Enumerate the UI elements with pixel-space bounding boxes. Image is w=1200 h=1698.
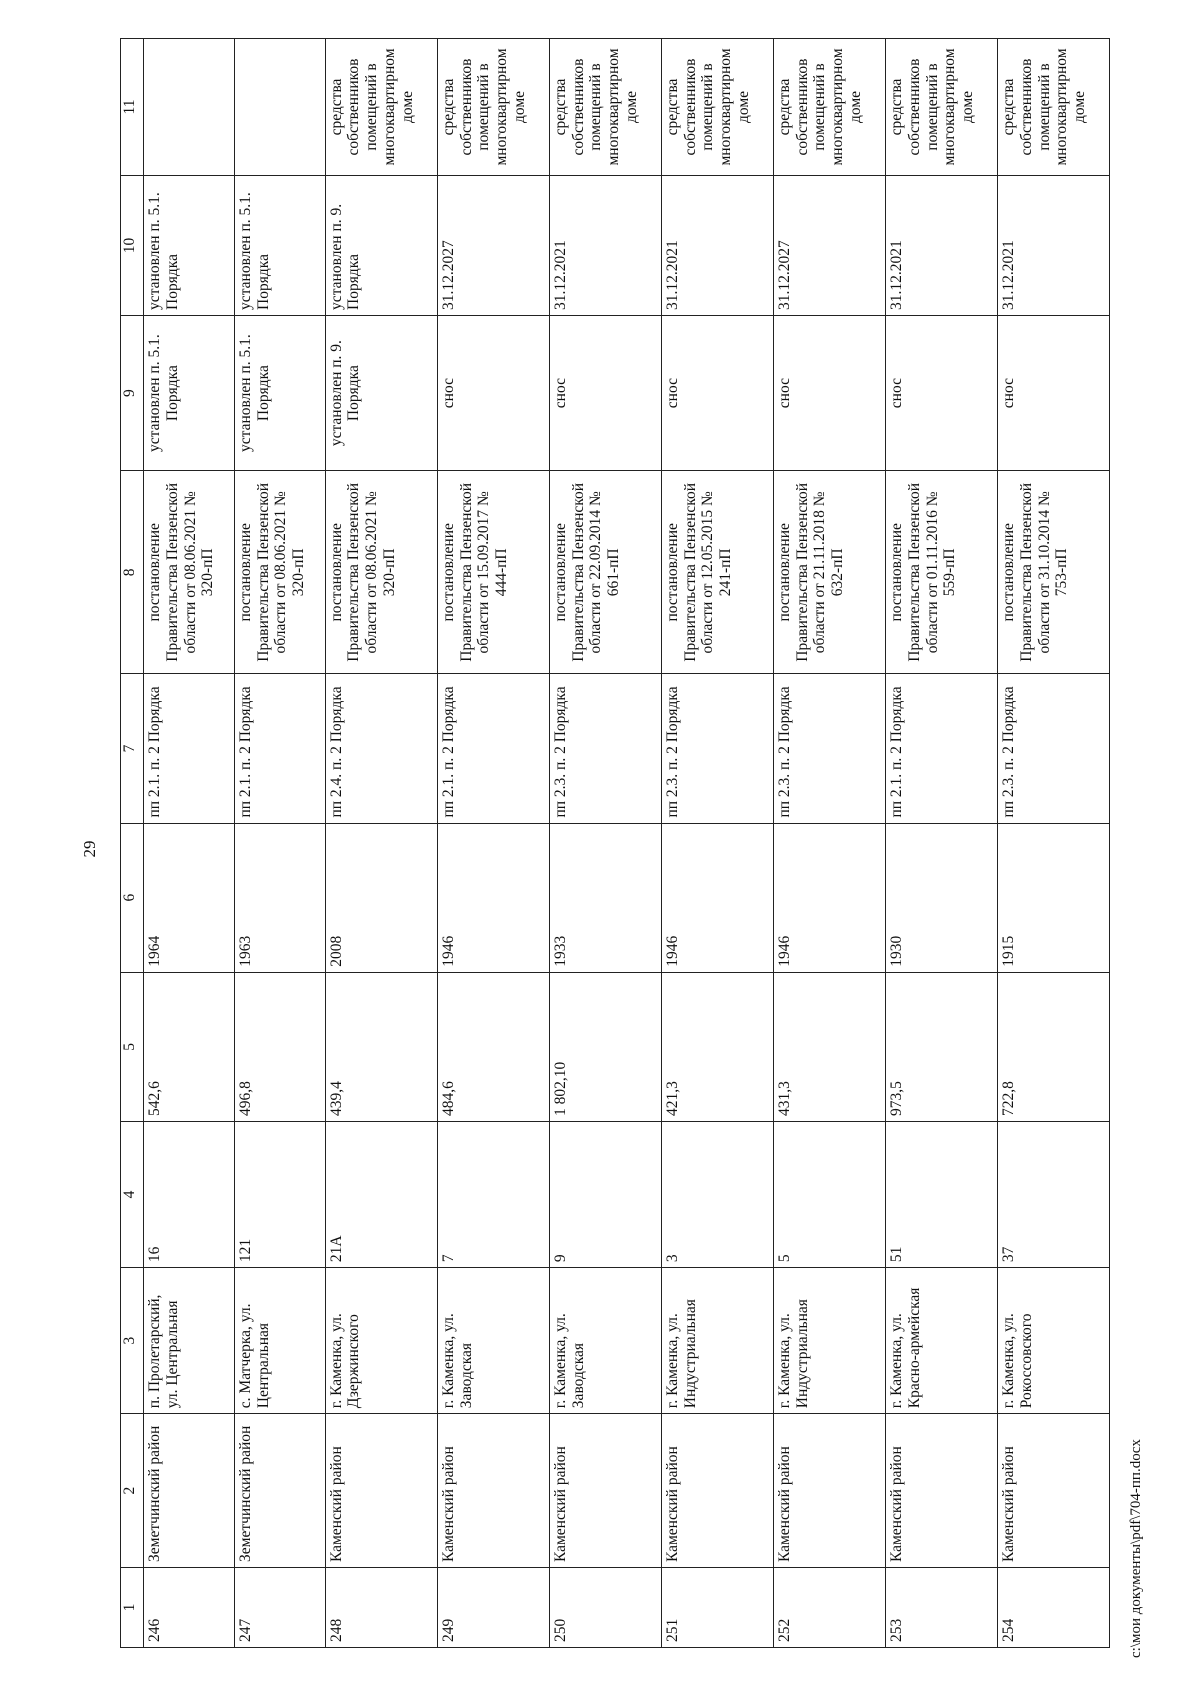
area-cell: 484,6 [437,972,549,1121]
housing-register-table [120,38,1110,1648]
deadline-cell: 31.12.2021 [661,175,773,315]
area-cell: 722,8 [997,972,1109,1121]
district-cell: Каменский район [997,1414,1109,1568]
deadline-cell: установлен п. 5.1. Порядка [144,175,235,315]
house-number-cell: 16 [144,1121,235,1267]
area-cell: 542,6 [144,972,235,1121]
year-cell: 1915 [997,823,1109,972]
year-cell: 1946 [437,823,549,972]
address-cell: с. Матчерка, ул. Центральная [234,1268,325,1414]
house-number-cell: 51 [885,1121,997,1267]
deadline-cell: 31.12.2027 [437,175,549,315]
row-number-cell: 246 [144,1568,235,1648]
column-number-header: 10 [121,175,144,315]
year-cell: 1946 [661,823,773,972]
basis-cell: пп 2.1. п. 2 Порядка [144,674,235,823]
file-path-footer: c:\мои документы\pdf\704-пп.docx [1128,1439,1144,1658]
address-cell: г. Каменка, ул. Заводская [437,1268,549,1414]
basis-cell: пп 2.3. п. 2 Порядка [773,674,885,823]
deadline-cell: установлен п. 9. Порядка [325,175,437,315]
resolution-cell: постановление Правительства Пензенской области от 21.11.2018 № 632-пП [773,471,885,674]
resolution-cell: постановление Правительства Пензенской области от 08.06.2021 № 320-пП [144,471,235,674]
deadline-cell: 31.12.2021 [885,175,997,315]
deadline-cell: 31.12.2021 [549,175,661,315]
basis-cell: пп 2.4. п. 2 Порядка [325,674,437,823]
resolution-cell: постановление Правительства Пензенской области от 01.11.2016 № 559-пП [885,471,997,674]
column-number-header: 6 [121,823,144,972]
address-cell: г. Каменка, ул. Дзержинского [325,1268,437,1414]
funding-cell: средства собственников помещений в многоквартирном доме [885,39,997,176]
house-number-cell: 3 [661,1121,773,1267]
area-cell: 496,8 [234,972,325,1121]
resolution-cell: постановление Правительства Пензенской области от 08.06.2021 № 320-пП [325,471,437,674]
district-cell: Каменский район [661,1414,773,1568]
house-number-cell: 7 [437,1121,549,1267]
funding-cell [234,39,325,176]
funding-cell: средства собственников помещений в многоквартирном доме [997,39,1109,176]
house-number-cell: 5 [773,1121,885,1267]
district-cell: Каменский район [885,1414,997,1568]
basis-cell: пп 2.1. п. 2 Порядка [437,674,549,823]
resolution-cell: постановление Правительства Пензенской области от 08.06.2021 № 320-пП [234,471,325,674]
table-row [549,39,661,1648]
area-cell: 439,4 [325,972,437,1121]
row-number-cell: 252 [773,1568,885,1648]
column-number-header: 4 [121,1121,144,1267]
table-row [144,39,235,1648]
house-number-cell: 37 [997,1121,1109,1267]
area-cell: 431,3 [773,972,885,1121]
year-cell: 2008 [325,823,437,972]
deadline-cell: 31.12.2021 [997,175,1109,315]
deadline-cell: 31.12.2027 [773,175,885,315]
row-number-cell: 249 [437,1568,549,1648]
row-number-cell: 250 [549,1568,661,1648]
table-row [661,39,773,1648]
address-cell: г. Каменка, ул. Рокоссовского [997,1268,1109,1414]
row-number-cell: 247 [234,1568,325,1648]
district-cell: Земетчинский район [144,1414,235,1568]
method-cell: снос [549,315,661,470]
house-number-cell: 121 [234,1121,325,1267]
method-cell: снос [661,315,773,470]
year-cell: 1964 [144,823,235,972]
column-number-row [121,39,144,1648]
address-cell: г. Каменка, ул. Заводская [549,1268,661,1414]
year-cell: 1933 [549,823,661,972]
address-cell: г. Каменка, ул. Индустриальная [773,1268,885,1414]
funding-cell [144,39,235,176]
method-cell: установлен п. 9. Порядка [325,315,437,470]
row-number-cell: 248 [325,1568,437,1648]
table-row [325,39,437,1648]
district-cell: Земетчинский район [234,1414,325,1568]
house-number-cell: 9 [549,1121,661,1267]
table-row [234,39,325,1648]
row-number-cell: 253 [885,1568,997,1648]
resolution-cell: постановление Правительства Пензенской области от 12.05.2015 № 241-пП [661,471,773,674]
house-number-cell: 21А [325,1121,437,1267]
row-number-cell: 251 [661,1568,773,1648]
column-number-header: 1 [121,1568,144,1648]
basis-cell: пп 2.1. п. 2 Порядка [234,674,325,823]
column-number-header: 2 [121,1414,144,1568]
resolution-cell: постановление Правительства Пензенской области от 22.09.2014 № 661-пП [549,471,661,674]
column-number-header: 3 [121,1268,144,1414]
table-row [437,39,549,1648]
basis-cell: пп 2.3. п. 2 Порядка [549,674,661,823]
area-cell: 1 802,10 [549,972,661,1121]
table-row [997,39,1109,1648]
basis-cell: пп 2.3. п. 2 Порядка [997,674,1109,823]
address-cell: г. Каменка, ул. Индустриальная [661,1268,773,1414]
column-number-header: 8 [121,471,144,674]
funding-cell: средства собственников помещений в многоквартирном доме [325,39,437,176]
year-cell: 1946 [773,823,885,972]
table-row [885,39,997,1648]
funding-cell: средства собственников помещений в многоквартирном доме [661,39,773,176]
method-cell: установлен п. 5.1. Порядка [234,315,325,470]
method-cell: установлен п. 5.1. Порядка [144,315,235,470]
column-number-header: 7 [121,674,144,823]
resolution-cell: постановление Правительства Пензенской области от 15.09.2017 № 444-пП [437,471,549,674]
address-cell: п. Пролетарский, ул. Центральная [144,1268,235,1414]
year-cell: 1930 [885,823,997,972]
resolution-cell: постановление Правительства Пензенской области от 31.10.2014 № 753-пП [997,471,1109,674]
year-cell: 1963 [234,823,325,972]
table-row [773,39,885,1648]
district-cell: Каменский район [325,1414,437,1568]
deadline-cell: установлен п. 5.1. Порядка [234,175,325,315]
basis-cell: пп 2.3. п. 2 Порядка [661,674,773,823]
address-cell: г. Каменка, ул. Красно-армейская [885,1268,997,1414]
district-cell: Каменский район [549,1414,661,1568]
column-number-header: 5 [121,972,144,1121]
method-cell: снос [437,315,549,470]
area-cell: 421,3 [661,972,773,1121]
funding-cell: средства собственников помещений в многоквартирном доме [773,39,885,176]
method-cell: снос [773,315,885,470]
funding-cell: средства собственников помещений в многоквартирном доме [437,39,549,176]
district-cell: Каменский район [437,1414,549,1568]
row-number-cell: 254 [997,1568,1109,1648]
column-number-header: 11 [121,39,144,176]
page-number: 29 [80,840,99,858]
method-cell: снос [885,315,997,470]
area-cell: 973,5 [885,972,997,1121]
basis-cell: пп 2.1. п. 2 Порядка [885,674,997,823]
district-cell: Каменский район [773,1414,885,1568]
funding-cell: средства собственников помещений в многоквартирном доме [549,39,661,176]
column-number-header: 9 [121,315,144,470]
method-cell: снос [997,315,1109,470]
